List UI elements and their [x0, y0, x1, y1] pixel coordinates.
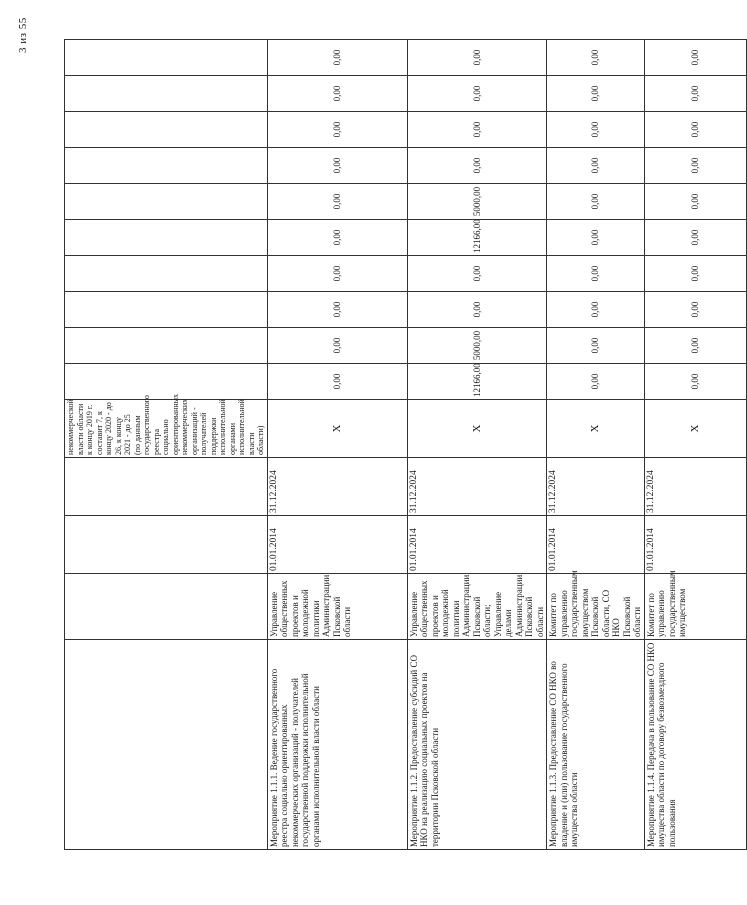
end-date: 31.12.2024 — [644, 458, 746, 516]
page-number: 3 из 55 — [17, 17, 29, 53]
value-cell: 0,00 — [644, 364, 746, 400]
value-cell: 5000,00 — [407, 184, 547, 220]
table-row — [547, 40, 645, 850]
executor: Комитет по управлению государственным имуществом — [644, 574, 746, 640]
value-cell: 0,00 — [407, 292, 547, 328]
value-cell: 0,00 — [547, 220, 645, 256]
value-cell: 0,00 — [407, 256, 547, 292]
value-cell: 0,00 — [547, 112, 645, 148]
value-cell: 0,00 — [267, 364, 407, 400]
empty-cell — [65, 148, 268, 184]
value-cell: 0,00 — [407, 148, 547, 184]
empty-cell — [65, 76, 268, 112]
measure-name: Мероприятие 1.1.2. Предоставление субсидий СО НКО на реализацию социальных проектов на территории Псковской области — [407, 640, 547, 850]
empty-cell — [65, 574, 268, 640]
measure-name: Мероприятие 1.1.1. Ведение государственного реестра социально ориентированных некоммерческих организаций - получателей государственной поддержки исполнительной органами исполнительной власти области — [267, 640, 407, 850]
value-cell: 0,00 — [644, 112, 746, 148]
end-date: 31.12.2024 — [407, 458, 547, 516]
end-date: 31.12.2024 — [547, 458, 645, 516]
indicator-mark: X — [267, 400, 407, 458]
value-cell: 12166,00 — [407, 220, 547, 256]
empty-cell — [65, 40, 268, 76]
continuation-row — [65, 40, 268, 850]
value-cell: 0,00 — [267, 220, 407, 256]
value-cell: 0,00 — [644, 220, 746, 256]
end-date: 31.12.2024 — [267, 458, 407, 516]
empty-cell — [65, 364, 268, 400]
indicator-text: некоммерческой власти области к концу 2019 г. составит 7, к концу 2020 - до 26, к концу 2021 - до 25 (по данным государственного реестра социально ориентированных некоммерческих организаций - получателей поддержки исполнительной органами исполнительной власти области) — [65, 400, 268, 458]
executor: Управление общественных проектов и молодежной политики Администрации Псковской области; Управление делами Администрации Псковской области — [407, 574, 547, 640]
value-cell: 0,00 — [644, 184, 746, 220]
value-cell: 0,00 — [644, 76, 746, 112]
empty-cell — [65, 256, 268, 292]
value-cell: 0,00 — [547, 328, 645, 364]
value-cell: 0,00 — [267, 292, 407, 328]
value-cell: 0,00 — [407, 76, 547, 112]
value-cell: 0,00 — [547, 256, 645, 292]
value-cell: 5000,00 — [407, 328, 547, 364]
empty-cell — [65, 458, 268, 516]
empty-cell — [65, 112, 268, 148]
value-cell: 0,00 — [407, 112, 547, 148]
value-cell: 0,00 — [267, 76, 407, 112]
start-date: 01.01.2014 — [547, 516, 645, 574]
value-cell: 0,00 — [644, 148, 746, 184]
indicator-mark: X — [407, 400, 547, 458]
empty-cell — [65, 328, 268, 364]
program-table — [64, 39, 747, 850]
measure-name: Мероприятие 1.1.3. Предоставление СО НКО во владение и (или) пользование государственного имущества области — [547, 640, 645, 850]
value-cell: 0,00 — [267, 112, 407, 148]
start-date: 01.01.2014 — [267, 516, 407, 574]
value-cell: 0,00 — [267, 184, 407, 220]
value-cell: 0,00 — [267, 328, 407, 364]
value-cell: 0,00 — [644, 292, 746, 328]
indicator-mark: X — [547, 400, 645, 458]
value-cell: 0,00 — [547, 148, 645, 184]
measure-name: Мероприятие 1.1.4. Передача в пользование СО НКО имущества области по договору безвозмездного пользования — [644, 640, 746, 850]
value-cell: 0,00 — [547, 40, 645, 76]
table-row — [267, 40, 407, 850]
start-date: 01.01.2014 — [644, 516, 746, 574]
value-cell: 0,00 — [267, 256, 407, 292]
value-cell: 0,00 — [547, 76, 645, 112]
empty-cell — [65, 292, 268, 328]
value-cell: 0,00 — [407, 40, 547, 76]
value-cell: 0,00 — [644, 328, 746, 364]
empty-cell — [65, 516, 268, 574]
indicator-mark: X — [644, 400, 746, 458]
empty-cell — [65, 640, 268, 850]
value-cell: 12166,00 — [407, 364, 547, 400]
value-cell: 0,00 — [644, 256, 746, 292]
value-cell: 0,00 — [547, 292, 645, 328]
empty-cell — [65, 184, 268, 220]
value-cell: 0,00 — [267, 148, 407, 184]
executor: Управление общественных проектов и молодежной политики Администрации Псковской области — [267, 574, 407, 640]
start-date: 01.01.2014 — [407, 516, 547, 574]
table-row — [644, 40, 746, 850]
value-cell: 0,00 — [547, 184, 645, 220]
value-cell: 0,00 — [547, 364, 645, 400]
table-row — [407, 40, 547, 850]
value-cell: 0,00 — [644, 40, 746, 76]
executor: Комитет по управлению государственным имуществом Псковской области, СО НКО Псковской области — [547, 574, 645, 640]
value-cell: 0,00 — [267, 40, 407, 76]
empty-cell — [65, 220, 268, 256]
